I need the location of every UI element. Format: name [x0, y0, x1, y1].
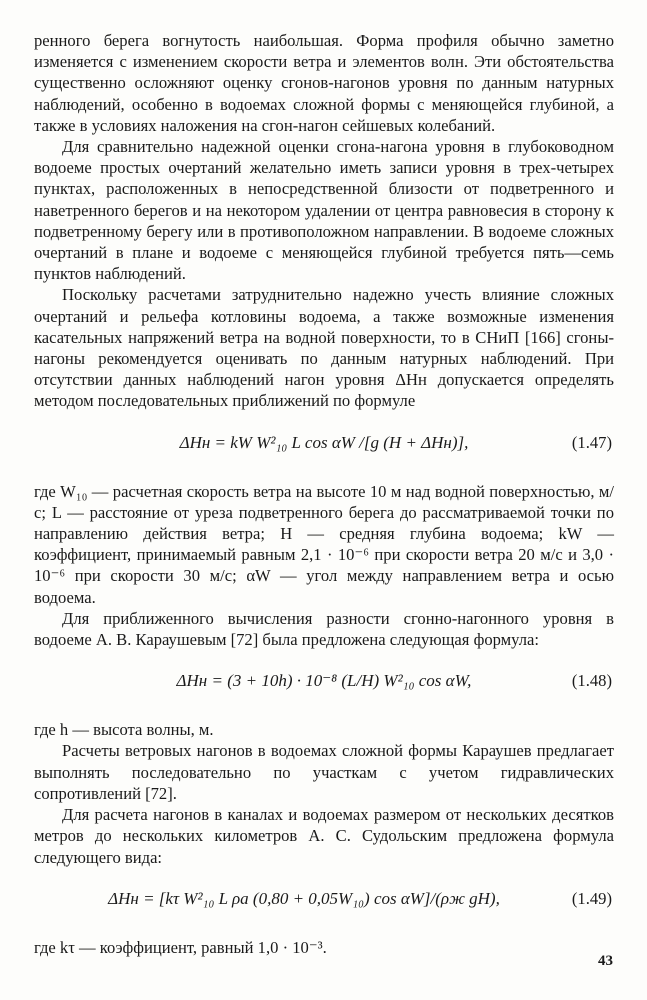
paragraph-8: Для расчета нагонов в каналах и водоемах размером от нескольких десятков метров до нескольких километров А. С. Судольским предложена формула следующего вида: — [34, 805, 614, 867]
formula-number: (1.48) — [571, 671, 612, 691]
paragraph-7: Расчеты ветровых нагонов в водоемах сложной формы Караушев предлагает выполнять последовательно по участкам с учетом гидравлических сопротивлений [72]. — [34, 741, 614, 803]
page-number: 43 — [598, 953, 613, 969]
paragraph-3: Поскольку расчетами затруднительно надежно учесть влияние сложных очертаний и рельефа котловины водоема, а также возможные изменения касательных напряжений ветра на водной поверхности, то в СНиП [166] сгоны-нагоны рекомендуется оценивать по данным натурных наблюдений. При отсутствии данных наблюдений нагон уровня ΔHн допускается определять методом последовательных приближений по формуле — [34, 285, 614, 411]
formula-expression: ΔHн = kW W²₁₀ L cos αW /[g (H + ΔHн)], — [179, 432, 469, 452]
paragraph-9: где kτ — коэффициент, равный 1,0 · 10⁻³. — [34, 937, 327, 957]
paragraph-2: Для сравнительно надежной оценки сгона-нагона уровня в глубоководном водоеме простых очертаний желательно иметь записи уровня в трех-четырех пунктах, расположенных в непосредственной близости от подветренного и наветренного берегов и на некотором удалении от центра равновесия в сторону к подветренному берегу или в противоположном направлении. В водоеме сложных очертаний в плане и водоеме с меняющейся глубиной требуется пять—семь пунктов наблюдений. — [34, 137, 614, 284]
formula-1-49 — [34, 881, 614, 921]
formula-expression: ΔHн = [kτ W²₁₀ L ρа (0,80 + 0,05W₁₀) cos αW]/(ρж gH), — [108, 888, 500, 908]
formula-1-47 — [34, 425, 614, 465]
paragraph-5: Для приближенного вычисления разности сгонно-нагонного уровня в водоеме А. В. Караушевым [72] была предложена следующая формула: — [34, 608, 614, 650]
formula-1-48 — [34, 663, 614, 703]
page-body — [34, 30, 614, 958]
paragraph-1: ренного берега вогнутость наибольшая. Форма профиля обычно заметно изменяется с изменением скорости ветра и элементов волн. Эти обстоятельства существенно осложняют оценку сгонов-нагонов уровня по данным натурных наблюдений, особенно в водоемах сложной формы с меняющейся глубиной, а также в условиях наложения на сгон-нагон сейшевых колебаний. — [34, 31, 614, 135]
paragraph-6: где h — высота волны, м. — [34, 720, 214, 740]
formula-expression: ΔHн = (3 + 10h) · 10⁻⁸ (L/H) W²₁₀ cos αW, — [176, 671, 472, 691]
formula-number: (1.47) — [571, 432, 612, 452]
formula-number: (1.49) — [571, 888, 612, 908]
paragraph-4: где W₁₀ — расчетная скорость ветра на высоте 10 м над водной поверхностью, м/с; L — расстояние от уреза подветренного берега до рассматриваемой точки по направлению действия ветра; H — средняя глубина водоема; kW — коэффициент, принимаемый равным 2,1 · 10⁻⁶ при скорости ветра 20 м/с и 3,0 · 10⁻⁶ при скорости 30 м/с; αW — угол между направлением ветра и осью водоема. — [34, 481, 614, 607]
